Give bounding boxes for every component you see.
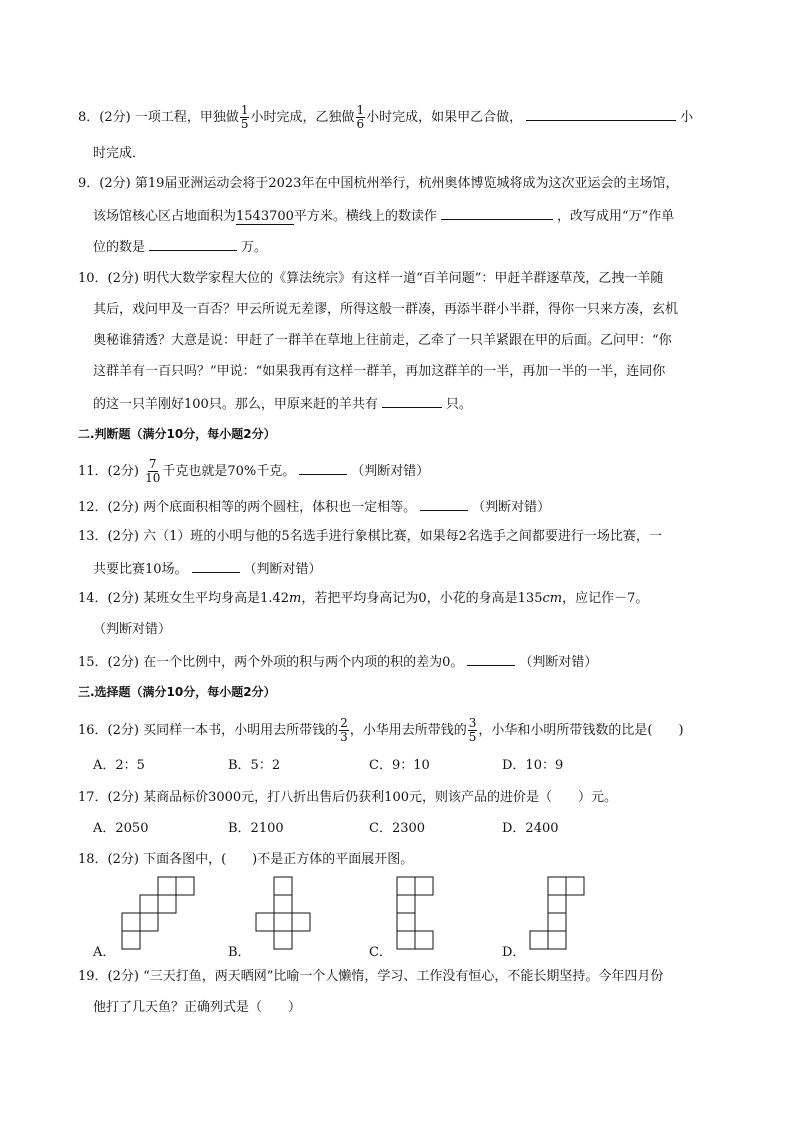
option-a[interactable]: A．2：5 bbox=[93, 758, 145, 773]
option-d[interactable]: D．2400 bbox=[502, 821, 559, 836]
question-10-line1: 10．(2分) 明代大数学家程大位的《算法统宗》有这样一道“百羊问题”：甲赶羊群逐草茂，乙拽一羊随 bbox=[78, 271, 664, 286]
net-square bbox=[548, 895, 566, 913]
option-a-label[interactable]: A． bbox=[93, 945, 116, 960]
question-8-line2: 时完成． bbox=[93, 146, 146, 161]
question-10-line4: 这群羊有一百只吗？”甲说：“如果我再有这样一群羊，再加这群羊的一半，再加一半的一半，连同你 bbox=[93, 364, 666, 379]
net-square bbox=[274, 931, 292, 949]
answer-blank[interactable] bbox=[441, 206, 553, 220]
net-square bbox=[415, 877, 433, 895]
fraction-seven-tenths: $\frac{7}{10}$ bbox=[145, 457, 161, 485]
question-13-line1: 13．(2分) 六（1）班的小明与他的5名选手进行象棋比赛，如果每2名选手之间都要进行一场比赛，一 bbox=[78, 529, 662, 544]
question-10-line3: 奥秘谁猜透？大意是说：甲赶了一群羊在草地上往前走，乙牵了一只羊紧跟在甲的后面。乙问甲：“你 bbox=[93, 333, 672, 348]
cube-net-a[interactable] bbox=[120, 876, 200, 951]
question-9-line2: 该场馆核心区占地面积为1543700平方米。横线上的数读作 ，改写成用“万”作单 bbox=[93, 206, 674, 226]
option-d-label[interactable]: D． bbox=[502, 945, 526, 960]
section-title-choice: 三.选择题（满分10分，每小题2分） bbox=[78, 685, 276, 699]
question-17: 17．(2分) 某商品标价3000元，打八折出售后仍获利100元，则该产品的进价是（ ）元。 bbox=[78, 790, 617, 805]
net-square bbox=[122, 931, 140, 949]
question-14-line2: （判断对错） bbox=[93, 622, 172, 637]
net-square bbox=[397, 895, 415, 913]
net-square bbox=[548, 913, 566, 931]
net-square bbox=[397, 877, 415, 895]
answer-blank[interactable] bbox=[467, 652, 515, 666]
question-14-line1: 14．(2分) 某班女生平均身高是1.42m，若把平均身高记为0，小花的身高是135cm，应记作－7。 bbox=[78, 591, 649, 606]
net-square bbox=[397, 913, 415, 931]
answer-blank[interactable] bbox=[382, 394, 442, 408]
net-square bbox=[548, 931, 566, 949]
net-square bbox=[140, 913, 158, 931]
fraction-two-thirds: $\frac{2}{3}$ bbox=[340, 716, 348, 744]
question-10-line2: 其后，戏问甲及一百否？甲云所说无差谬，所得这般一群凑，再添半群小半群，得你一只来方凑，玄机 bbox=[93, 302, 679, 317]
question-16: 16．(2分) 买同样一本书，小明用去所带钱的 $\frac{2}{3}$ ，小华用去所带钱的 $\frac{3}{5}$ ，小华和小明所带钱数的比是( ) bbox=[78, 716, 684, 744]
option-b[interactable]: B．5：2 bbox=[228, 758, 281, 773]
answer-blank[interactable] bbox=[192, 559, 240, 573]
option-b[interactable]: B．2100 bbox=[228, 821, 284, 836]
net-square bbox=[158, 895, 176, 913]
option-b-label[interactable]: B． bbox=[228, 945, 251, 960]
answer-blank[interactable] bbox=[149, 237, 237, 251]
net-square bbox=[274, 895, 292, 913]
net-square bbox=[274, 877, 292, 895]
question-10-line5: 的这一只羊刚好100只。那么，甲原来赶的羊共有 只。 bbox=[93, 394, 472, 414]
net-square bbox=[292, 913, 310, 931]
option-c-label[interactable]: C． bbox=[369, 945, 392, 960]
question-12: 12．(2分) 两个底面积相等的两个圆柱，体积也一定相等。 （判断对错） bbox=[78, 497, 550, 517]
net-square bbox=[158, 877, 176, 895]
question-19-line2: 他打了几天鱼？正确列式是（ ） bbox=[93, 1000, 302, 1015]
fraction-three-fifths: $\frac{3}{5}$ bbox=[468, 716, 477, 744]
question-13-line2: 共要比赛10场。 （判断对错） bbox=[93, 559, 322, 579]
net-square bbox=[140, 895, 158, 913]
cube-net-b[interactable] bbox=[254, 876, 324, 951]
net-square bbox=[397, 931, 415, 949]
section-title-judgment: 二.判断题（满分10分，每小题2分） bbox=[78, 427, 276, 441]
option-c[interactable]: C．2300 bbox=[369, 821, 426, 836]
net-square bbox=[274, 913, 292, 931]
net-square bbox=[176, 877, 194, 895]
question-15: 15．(2分) 在一个比例中，两个外项的积与两个内项的积的差为0。 （判断对错） bbox=[78, 652, 597, 672]
question-18: 18．(2分) 下面各图中，( )不是正方体的平面展开图。 bbox=[78, 852, 414, 867]
underlined-number: 1543700 bbox=[236, 209, 294, 224]
cube-net-d[interactable] bbox=[528, 876, 598, 951]
answer-blank[interactable] bbox=[299, 461, 347, 475]
option-a[interactable]: A．2050 bbox=[93, 821, 149, 836]
net-square bbox=[548, 877, 566, 895]
answer-blank[interactable] bbox=[420, 497, 468, 511]
fraction-one-fifth: $\frac{1}{5}$ bbox=[240, 103, 249, 131]
question-9-line3: 位的数是 万。 bbox=[93, 237, 267, 257]
question-9-line1: 9．(2分) 第19届亚洲运动会将于2023年在中国杭州举行，杭州奥体博览城将成为这次亚运会的主场馆， bbox=[78, 176, 679, 191]
net-square bbox=[415, 931, 433, 949]
option-d[interactable]: D．10：9 bbox=[502, 758, 564, 773]
answer-blank[interactable] bbox=[526, 107, 676, 121]
net-square bbox=[122, 913, 140, 931]
fraction-one-sixth: $\frac{1}{6}$ bbox=[356, 103, 365, 131]
question-19-line1: 19．(2分) “三天打鱼，两天晒网”比喻一个人懒惰，学习、工作没有恒心，不能长期坚持。今年四月份 bbox=[78, 969, 664, 984]
question-8: 8．(2分) 一项工程，甲独做 $\frac{1}{5}$ 小时完成，乙独做 $\frac{1}{6}$ 小时完成，如果甲乙合做， 小 bbox=[78, 103, 694, 131]
cube-net-c[interactable] bbox=[395, 876, 455, 951]
net-square bbox=[256, 913, 274, 931]
net-square bbox=[566, 877, 584, 895]
net-square bbox=[530, 931, 548, 949]
option-c[interactable]: C．9：10 bbox=[369, 758, 430, 773]
question-11: 11．(2分) $\frac{7}{10}$ 千克也就是70%千克。 （判断对错） bbox=[78, 457, 430, 485]
